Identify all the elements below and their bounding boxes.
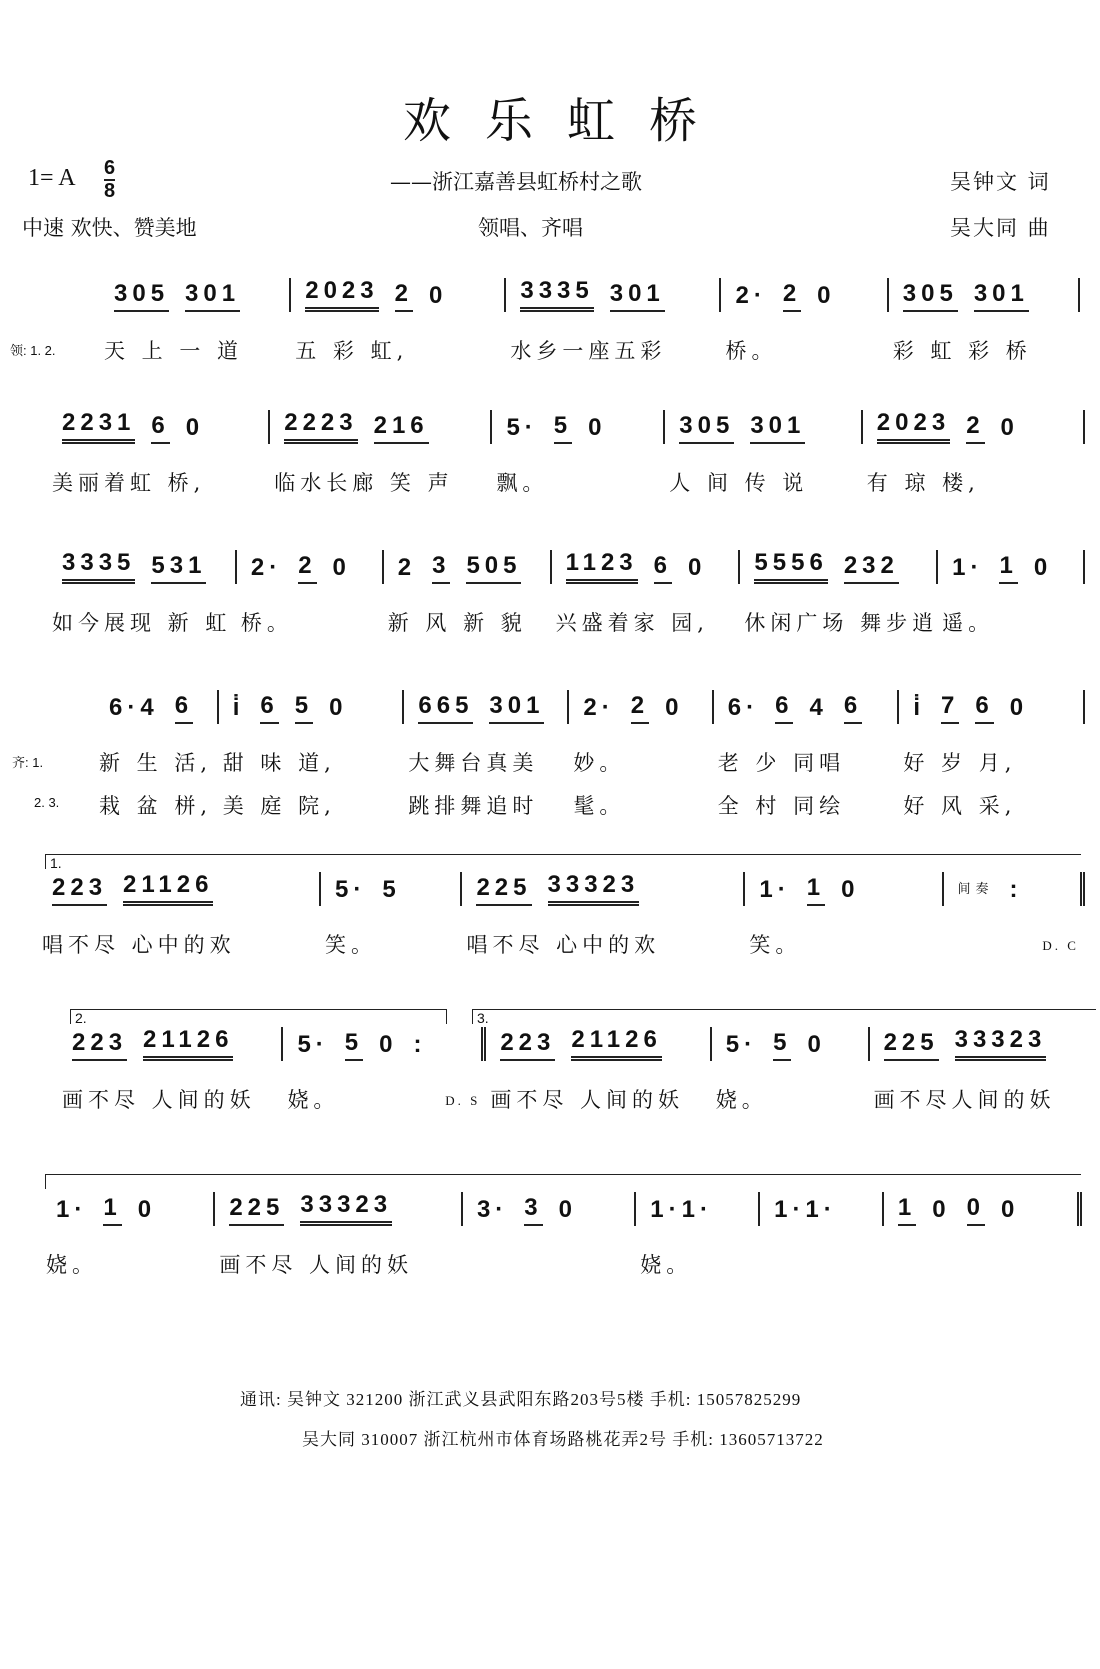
note-group: 0 xyxy=(817,282,836,309)
note-group: 间奏 xyxy=(957,882,994,897)
lyric-line: 画不尽 人间的妖 xyxy=(490,1088,685,1112)
note-group: 0 xyxy=(379,1031,398,1058)
lyric-line: 栽 盆 栟, xyxy=(99,794,213,818)
note-group: 223 xyxy=(52,874,107,906)
note-group: 2· xyxy=(735,282,767,309)
measure xyxy=(721,278,888,373)
lyric-line: 桥。 xyxy=(240,611,293,635)
volta-number: 3. xyxy=(477,1010,489,1026)
note-group: 225 xyxy=(884,1029,939,1061)
measure xyxy=(889,278,1080,373)
lyric-line: 唱不尽 心中的欢 xyxy=(466,933,661,957)
note-group: 1 xyxy=(103,1194,121,1226)
note-group: 5556 xyxy=(754,549,827,584)
measure xyxy=(270,410,492,505)
note-group: 6 xyxy=(654,552,672,584)
measure xyxy=(58,1027,283,1122)
note-group: 531 xyxy=(151,552,206,584)
lyric-line xyxy=(760,1244,884,1287)
measure xyxy=(321,872,462,967)
note-group: 5 xyxy=(295,692,313,724)
subtitle: ——浙江嘉善县虹桥村之歌 xyxy=(390,170,642,194)
note-group: : xyxy=(1009,876,1023,903)
lyric-line: 画不尽人间的妖 xyxy=(873,1088,1056,1112)
verse-label: 领: 1. 2. xyxy=(10,343,56,358)
note-group: 1 xyxy=(898,1194,916,1226)
note-group: 1 xyxy=(807,874,825,906)
time-signature xyxy=(104,158,115,202)
lyric-line xyxy=(884,1244,1082,1287)
lyric-line: 兴盛着家 园, xyxy=(555,611,709,635)
note-group: 1· xyxy=(56,1196,88,1223)
note-group: 6 xyxy=(260,692,278,724)
lyric-line: 唱不尽 心中的欢 xyxy=(42,933,236,957)
note-group: 305 xyxy=(114,280,169,312)
lyric-line: 休闲广场 舞步逍 xyxy=(744,611,939,635)
note-group: 33323 xyxy=(300,1191,392,1226)
measure-notes xyxy=(636,1192,760,1226)
measure-notes xyxy=(569,690,713,724)
note-group: 5· xyxy=(725,1031,758,1058)
note-group: 0 xyxy=(185,414,205,441)
lyric-line: 飘。 xyxy=(496,471,549,495)
note-group: 0 xyxy=(332,554,351,581)
lyric-line: 全 村 同绘 xyxy=(717,794,846,818)
measure-notes xyxy=(219,690,405,724)
note-group: 3· xyxy=(476,1196,509,1223)
staff-row xyxy=(95,690,1085,828)
note-group: i̇ xyxy=(232,694,245,721)
measure-notes xyxy=(492,410,665,444)
measure xyxy=(899,690,1085,828)
measure xyxy=(404,690,569,828)
measure xyxy=(291,278,506,373)
note-group: 2 xyxy=(298,552,316,584)
note-group: 5 xyxy=(554,412,572,444)
lyricist: 吴钟文 词 xyxy=(950,170,1051,194)
volta-bracket xyxy=(472,1009,1096,1024)
measure-notes xyxy=(384,550,552,584)
note-group: 305 xyxy=(903,280,958,312)
measure-notes xyxy=(486,1027,711,1061)
measure xyxy=(463,1192,636,1287)
lyric-line: 天 上 一 道 xyxy=(104,339,244,363)
note-group: 6·4 xyxy=(109,694,159,721)
measure xyxy=(38,872,321,967)
lyric-line: 画不尽 人间的妖 xyxy=(62,1088,256,1112)
lyric-line: 娆。 xyxy=(287,1088,340,1112)
measure xyxy=(95,690,219,828)
measure-notes xyxy=(721,278,888,312)
note-group: 3335 xyxy=(520,277,593,312)
measure xyxy=(486,1027,711,1122)
measure-notes xyxy=(270,410,492,444)
note-group: 5 xyxy=(773,1029,791,1061)
note-group: 0 xyxy=(1000,1196,1020,1223)
measure xyxy=(938,550,1085,645)
note-group: 1 xyxy=(999,552,1017,584)
volta-bracket xyxy=(45,1174,1081,1189)
note-group: 6 xyxy=(975,692,993,724)
lyric-line: 人 间 传 说 xyxy=(669,471,809,495)
note-group: 301 xyxy=(489,692,544,724)
measure-notes xyxy=(740,550,938,584)
measure-notes xyxy=(938,550,1085,584)
lyric-line: 新 风 新 貌 xyxy=(387,611,527,635)
note-group: 0 xyxy=(1033,554,1053,581)
measure-notes xyxy=(462,872,745,906)
note-group: 7 xyxy=(941,692,959,724)
staff-row xyxy=(58,1027,1095,1122)
note-group: 216 xyxy=(374,412,429,444)
note-group: 225 xyxy=(229,1194,284,1226)
note-group: 0 xyxy=(841,876,860,903)
note-group: 1· xyxy=(759,876,791,903)
note-group: 2 xyxy=(397,554,417,581)
note-group: 301 xyxy=(750,412,805,444)
measure-notes xyxy=(745,872,943,906)
performance-form: 领唱、齐唱 xyxy=(478,216,583,240)
staff-row xyxy=(100,278,1080,373)
lyric-line: 娆。 xyxy=(715,1088,768,1112)
note-group: 3 xyxy=(432,552,450,584)
volta-number: 1. xyxy=(50,855,62,871)
measure-notes xyxy=(95,690,219,724)
measure xyxy=(569,690,713,828)
measure-notes xyxy=(215,1192,463,1226)
measure-notes xyxy=(463,1192,636,1226)
measure xyxy=(48,550,237,645)
measure-notes xyxy=(944,872,1085,906)
lyric-line: 甜 味 道, xyxy=(222,751,336,775)
note-group: 21126 xyxy=(571,1026,661,1061)
lyric-line: 笑。 xyxy=(324,933,377,957)
volta-bracket xyxy=(45,854,1081,869)
note-group: 5 xyxy=(382,876,401,903)
note-group: 1123 xyxy=(566,549,638,584)
note-group: 2 xyxy=(783,280,801,312)
composer: 吴大同 曲 xyxy=(950,216,1051,240)
note-group: 6· xyxy=(727,694,760,721)
lyric-line: 好 岁 月, xyxy=(903,751,1017,775)
measure xyxy=(760,1192,884,1287)
note-group: 223 xyxy=(72,1029,127,1061)
contact-line-1: 通讯: 吴钟文 321200 浙江武义县武阳东路203号5楼 手机: 15057825299 xyxy=(240,1390,802,1409)
measure xyxy=(863,410,1085,505)
lyric-line xyxy=(463,1244,636,1287)
note-group: 0 xyxy=(665,694,684,721)
note-group: 301 xyxy=(185,280,240,312)
note-group: 2· xyxy=(250,554,283,581)
lyric-line: 好 风 采, xyxy=(903,794,1017,818)
lyric-line: 水乡一座五彩 xyxy=(510,339,667,363)
note-group: 2 xyxy=(966,412,984,444)
contact-line-2: 吴大同 310007 浙江杭州市体育场路桃花弄2号 手机: 13605713722 xyxy=(302,1430,824,1449)
measure-notes xyxy=(291,278,506,312)
note-group: 0 xyxy=(428,282,448,309)
measure-notes xyxy=(552,550,741,584)
note-group: 0 xyxy=(588,414,607,441)
volta-bracket xyxy=(70,1009,447,1024)
measure xyxy=(462,872,745,967)
note-group: 5 xyxy=(345,1029,363,1061)
lyric-line: 有 琼 楼, xyxy=(866,471,980,495)
lyric-line: 美 庭 院, xyxy=(222,794,336,818)
note-group: 21126 xyxy=(143,1026,233,1061)
note-group: 6 xyxy=(151,412,169,444)
repeat-marking: D. S xyxy=(445,1093,481,1108)
note-group: 505 xyxy=(466,552,521,584)
staff-row xyxy=(48,410,1085,505)
measure xyxy=(740,550,938,645)
note-group: 0 xyxy=(137,1196,157,1223)
note-group: 301 xyxy=(974,280,1029,312)
lyric-line: 笑。 xyxy=(749,933,802,957)
measure-notes xyxy=(899,690,1085,724)
measure xyxy=(283,1027,486,1122)
note-group: 5· xyxy=(334,876,367,903)
lyric-line: 妙。 xyxy=(573,751,626,775)
measure xyxy=(506,278,721,373)
lyric-line: 如今展现 新 虹 xyxy=(52,611,232,635)
lyric-line: 五 彩 虹, xyxy=(295,339,409,363)
measure-notes xyxy=(38,872,321,906)
measure xyxy=(870,1027,1095,1122)
measure-notes xyxy=(714,690,900,724)
note-group: 0 xyxy=(1009,694,1029,721)
time-signature-bottom: 8 xyxy=(104,180,116,202)
note-group: 232 xyxy=(844,552,899,584)
measure xyxy=(714,690,900,828)
note-group: 305 xyxy=(679,412,734,444)
note-group: 6 xyxy=(175,692,193,724)
note-group: 3335 xyxy=(62,549,135,584)
measure xyxy=(42,1192,215,1287)
note-group: 0 xyxy=(967,1194,985,1226)
lyric-line: 新 生 活, xyxy=(99,751,213,775)
measure-notes xyxy=(884,1192,1082,1226)
measure-notes xyxy=(42,1192,215,1226)
note-group: 301 xyxy=(610,280,665,312)
measure xyxy=(884,1192,1082,1287)
note-group: 5· xyxy=(506,414,538,441)
time-signature-top: 6 xyxy=(104,157,116,179)
note-group: 0 xyxy=(558,1196,578,1223)
measure-notes xyxy=(760,1192,884,1226)
note-group: 4 xyxy=(809,694,828,721)
note-group: 2 xyxy=(631,692,649,724)
lyric-line: 大舞台真美 xyxy=(408,751,539,775)
measure xyxy=(712,1027,870,1122)
staff-row xyxy=(42,1192,1082,1287)
lyric-line: 跳排舞追时 xyxy=(408,794,539,818)
measure xyxy=(745,872,943,967)
key-signature: 1= A xyxy=(28,165,76,191)
lyric-line: 临水长廊 笑 声 xyxy=(274,471,454,495)
note-group: 1·1· xyxy=(774,1196,837,1223)
note-group: 3 xyxy=(524,1194,542,1226)
note-group: 1·1· xyxy=(650,1196,713,1223)
measure-notes xyxy=(283,1027,486,1061)
song-title: 欢乐虹桥 xyxy=(402,93,731,149)
verse-label: 2. 3. xyxy=(34,795,60,810)
measure xyxy=(48,410,270,505)
measure xyxy=(219,690,405,828)
measure-notes xyxy=(58,1027,283,1061)
note-group: 33323 xyxy=(548,871,640,906)
note-group: 0 xyxy=(688,554,707,581)
measure xyxy=(237,550,384,645)
note-group: 1· xyxy=(952,554,984,581)
measure-notes xyxy=(863,410,1085,444)
staff-row xyxy=(48,550,1085,645)
note-group: 2231 xyxy=(62,409,135,444)
measure-notes xyxy=(48,410,270,444)
tempo-marking: 中速 欢快、赞美地 xyxy=(22,216,197,240)
measure-notes xyxy=(321,872,462,906)
note-group: 2223 xyxy=(284,409,357,444)
volta-number: 2. xyxy=(75,1010,87,1026)
note-group: 2023 xyxy=(305,277,378,312)
note-group: 2023 xyxy=(877,409,950,444)
measure-notes xyxy=(665,410,863,444)
note-group: 0 xyxy=(807,1031,826,1058)
lyric-line: 美丽着虹 桥, xyxy=(52,471,206,495)
measure-notes xyxy=(48,550,237,584)
verse-label: 齐: 1. xyxy=(12,755,44,770)
note-group: 21126 xyxy=(123,871,213,906)
lyric-line: 娆。 xyxy=(640,1253,693,1277)
lyric-line: 髦。 xyxy=(573,794,626,818)
lyric-line: 桥。 xyxy=(725,339,778,363)
note-group: 2 xyxy=(395,280,413,312)
repeat-marking: D. C xyxy=(1042,938,1079,953)
measure xyxy=(552,550,741,645)
measure xyxy=(100,278,291,373)
measure-notes xyxy=(870,1027,1095,1061)
note-group: 33323 xyxy=(955,1026,1047,1061)
note-group: 665 xyxy=(418,692,473,724)
measure xyxy=(215,1192,463,1287)
note-group: 6 xyxy=(775,692,793,724)
note-group: : xyxy=(413,1031,427,1058)
note-group: 6 xyxy=(844,692,862,724)
measure-notes xyxy=(100,278,291,312)
note-group: i̇ xyxy=(913,694,926,721)
lyric-line: 老 少 同唱 xyxy=(717,751,846,775)
measure xyxy=(665,410,863,505)
staff-row xyxy=(38,872,1085,967)
note-group: 225 xyxy=(476,874,531,906)
measure-notes xyxy=(237,550,384,584)
measure xyxy=(944,872,1085,967)
measure-notes xyxy=(712,1027,870,1061)
measure xyxy=(384,550,552,645)
note-group: 5· xyxy=(297,1031,329,1058)
measure-notes xyxy=(404,690,569,724)
measure-notes xyxy=(889,278,1080,312)
note-group: 0 xyxy=(329,694,348,721)
note-group: 0 xyxy=(1000,414,1019,441)
note-group: 223 xyxy=(500,1029,555,1061)
lyric-line: 遥。 xyxy=(942,611,995,635)
lyric-line: 娆。 xyxy=(46,1253,98,1277)
note-group: 0 xyxy=(932,1196,951,1223)
measure xyxy=(492,410,665,505)
lyric-line: 画不尽 人间的妖 xyxy=(219,1253,414,1277)
note-group: 2· xyxy=(583,694,615,721)
measure xyxy=(636,1192,760,1287)
measure-notes xyxy=(506,278,721,312)
lyric-line: 彩 虹 彩 桥 xyxy=(892,339,1032,363)
